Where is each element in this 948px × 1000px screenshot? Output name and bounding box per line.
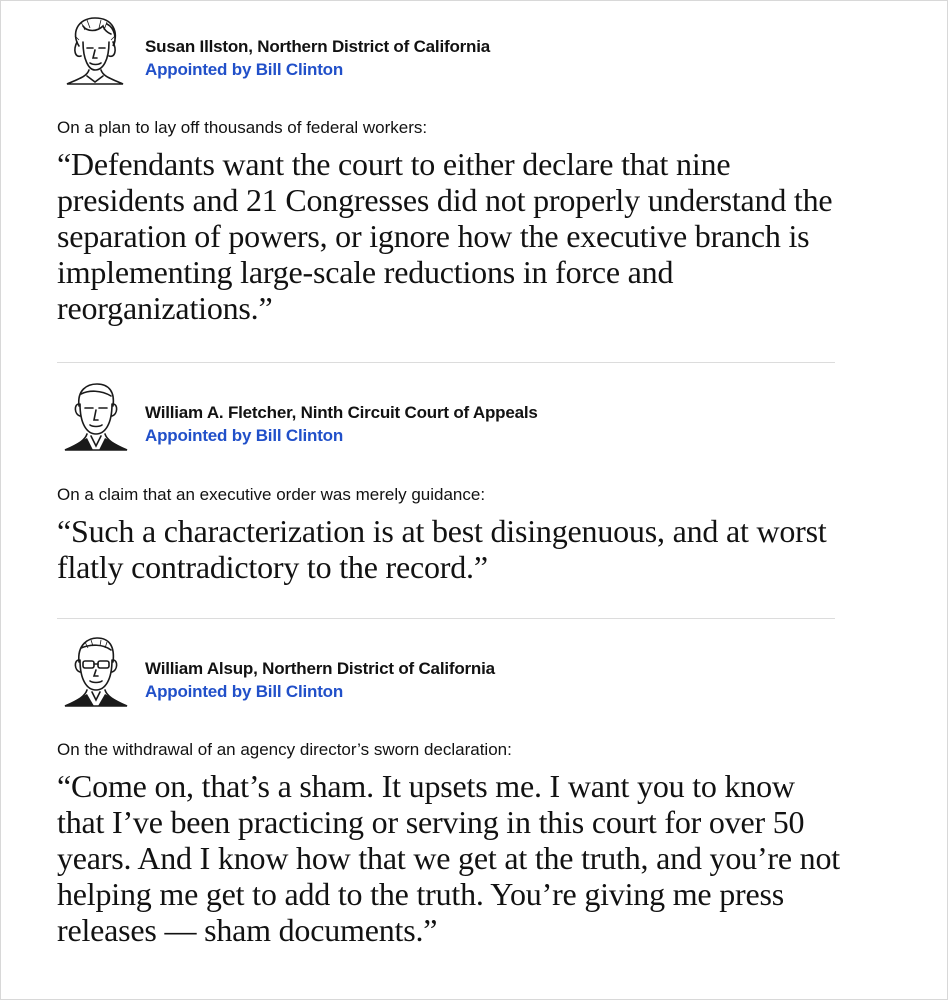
judge-name: William A. Fletcher, Ninth Circuit Court of Appeals: [145, 403, 538, 422]
judge-header: [57, 634, 837, 714]
judge-portrait-man-glasses-icon: [57, 634, 133, 710]
quote-context: On a plan to lay off thousands of federal workers:: [57, 118, 428, 137]
judge-info: [145, 36, 490, 82]
judge-info: [145, 658, 495, 704]
judge-header: [57, 12, 837, 92]
judge-name: Susan Illston, Northern District of California: [145, 37, 491, 56]
appointed-by-link[interactable]: Appointed by Bill Clinton: [145, 426, 344, 445]
divider: [57, 362, 835, 363]
quote-context: On the withdrawal of an agency director’s sworn declaration:: [57, 740, 512, 759]
divider: [57, 618, 835, 619]
judge-quote: “Such a characterization is at best disingenuous, and at worst flatly contradictory to the record.”: [57, 513, 827, 585]
judge-entry: [57, 634, 840, 948]
judge-entry: [57, 12, 837, 326]
judge-header: [57, 378, 837, 458]
judge-quote: “Come on, that’s a sham. It upsets me. I want you to know that I’ve been practicing or serving in this court for over 50 years. And I know how that we get at the truth, and you’re not helping me get to add to the truth. You’re giving me press releases — sham documents.”: [57, 768, 840, 948]
judge-name: William Alsup, Northern District of California: [145, 659, 495, 678]
appointed-by-link[interactable]: Appointed by Bill Clinton: [145, 682, 344, 701]
judge-quote: “Defendants want the court to either declare that nine presidents and 21 Congresses did not properly understand the separation of powers, or ignore how the executive branch is implementing large-scale reductions in force and reorganizations.”: [57, 146, 833, 326]
judge-portrait-woman-icon: [57, 12, 133, 88]
quote-context: On a claim that an executive order was merely guidance:: [57, 485, 486, 504]
appointed-by-link[interactable]: Appointed by Bill Clinton: [145, 60, 344, 79]
judge-entry: [57, 378, 837, 585]
judge-info: [145, 402, 538, 448]
judge-portrait-man-icon: [57, 378, 133, 454]
